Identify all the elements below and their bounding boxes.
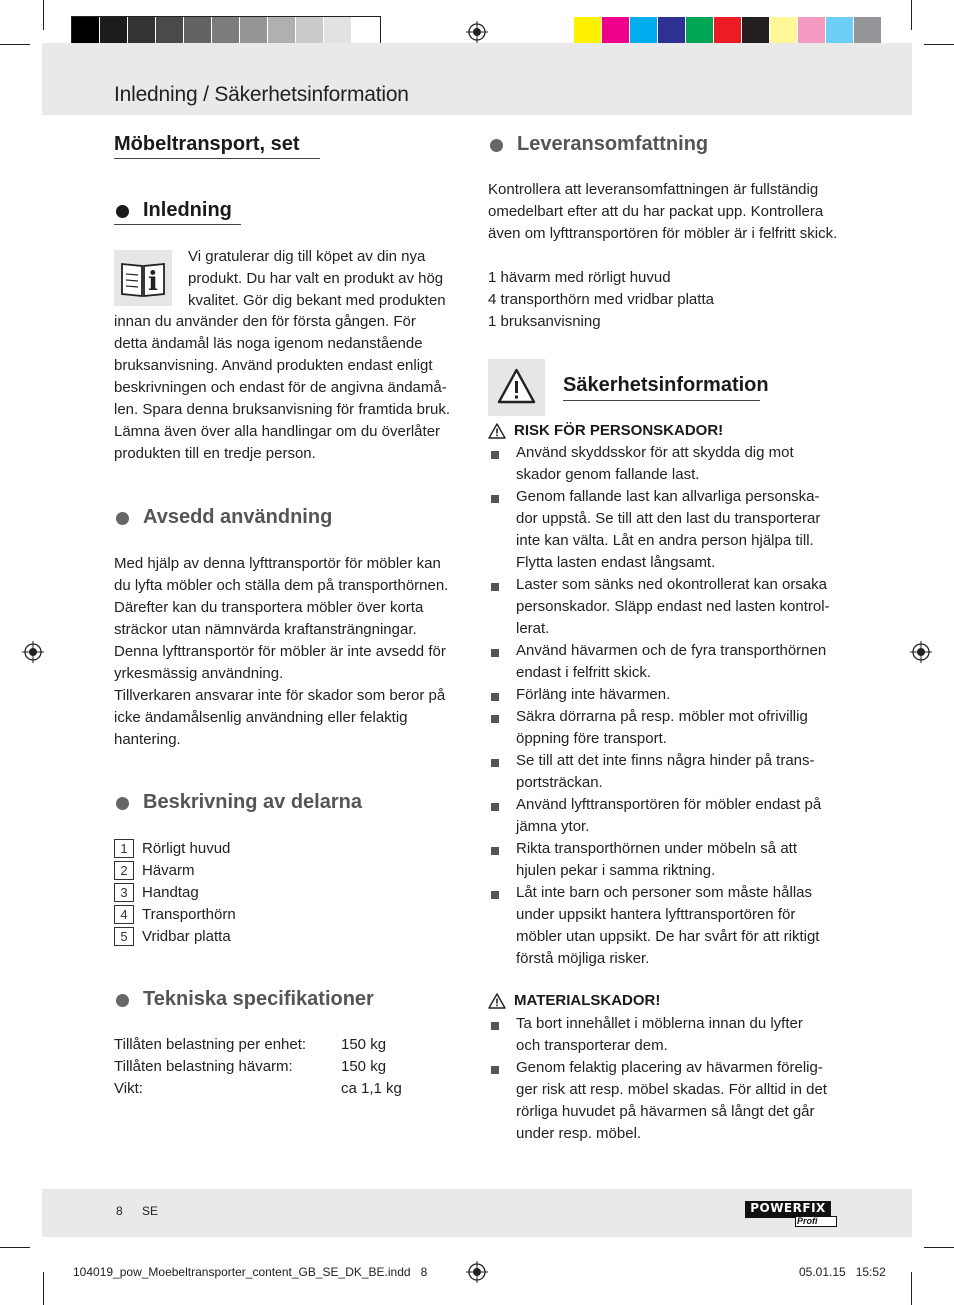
crop-mark xyxy=(911,1272,912,1305)
risk-item: Genom fallande last kan allvarliga personska- dor uppstå. Se till att den last du transporterar inte kan välta. Låt en andra person hjälpa till. Flytta lasten endast långsamt. xyxy=(516,488,821,571)
section-heading-safety: Säkerhetsinformation xyxy=(563,374,769,396)
warning-small-icon xyxy=(488,423,506,439)
list-bullet-icon xyxy=(491,693,499,701)
part-row xyxy=(114,881,199,903)
color-swatch xyxy=(268,17,296,46)
delivery-paragraph: Kontrollera att leveransomfattningen är fullständig omedelbart efter att du har packat upp. Kontrollera även om lyfttransportören för möbler är i felfritt skick. xyxy=(488,181,838,242)
spec-value: 150 kg xyxy=(341,1036,387,1053)
registration-mark-icon xyxy=(910,641,932,663)
risk-item: Se till att det inte finns några hinder på trans- portsträckan. xyxy=(516,752,815,791)
risk-item: Låt inte barn och personer som måste hållas under uppsikt hantera lyfttransportören för möbler utan uppsikt. De har svårt för att riktigt förstå möjliga risker. xyxy=(516,884,820,967)
language-code: SE xyxy=(142,1204,159,1218)
section-heading-parts: Beskrivning av delarna xyxy=(143,791,362,813)
list-bullet-icon xyxy=(491,1066,499,1074)
page-number: 8 xyxy=(116,1204,123,1218)
section-bullet-icon xyxy=(116,512,129,525)
color-swatch xyxy=(100,17,128,46)
list-bullet-icon xyxy=(491,1022,499,1030)
list-bullet-icon xyxy=(491,583,499,591)
color-swatch xyxy=(72,17,100,46)
color-swatch xyxy=(128,17,156,46)
part-label: Rörligt huvud xyxy=(142,839,231,857)
slug-filename: 104019_pow_Moebeltransporter_content_GB_SE_DK_BE.indd 8 xyxy=(73,1265,428,1279)
spec-label: Tillåten belastning hävarm: xyxy=(114,1058,293,1075)
color-swatch xyxy=(742,17,770,46)
list-bullet-icon xyxy=(491,847,499,855)
intended-use-paragraph: Med hjälp av denna lyfttransportör för möbler kan du lyfta möbler och ställa dem på transporthörnen. Därefter kan du transportera möbler över korta sträckor utan nämnvärda kraftansträngningar. Denna lyfttransportör för möbler är inte avsedd för yrkesmässig användning. Tillverkaren ansvarar inte för skador som beror på icke ändamålsenlig användning eller felaktig hantering. xyxy=(114,555,449,748)
risk-item: Säkra dörrarna på resp. möbler mot ofrivillig öppning före transport. xyxy=(516,708,808,747)
part-row xyxy=(114,925,231,947)
color-swatch xyxy=(602,17,630,46)
part-label: Transporthörn xyxy=(142,905,236,923)
crop-mark xyxy=(43,0,44,30)
logo-text: POWERFIX xyxy=(750,1201,826,1215)
color-swatch xyxy=(324,17,352,46)
part-number: 3 xyxy=(114,883,134,902)
color-swatch xyxy=(826,17,854,46)
risk-item: Förläng inte hävarmen. xyxy=(516,686,671,703)
color-swatch xyxy=(184,17,212,46)
color-swatch xyxy=(296,17,324,46)
color-swatch xyxy=(714,17,742,46)
color-swatch xyxy=(658,17,686,46)
material-item: Genom felaktig placering av hävarmen förelig- ger risk att resp. möbel skadas. För alltid in det rörliga huvudet på hävarmen så långt det går under resp. möbel. xyxy=(516,1059,827,1142)
crop-mark xyxy=(924,44,954,45)
heading-underline xyxy=(563,400,760,401)
list-bullet-icon xyxy=(491,759,499,767)
material-title xyxy=(488,992,660,1009)
color-swatch xyxy=(574,17,602,46)
crop-mark xyxy=(43,1272,44,1305)
page-header-title: Inledning / Säkerhetsinformation xyxy=(114,83,409,106)
color-swatch xyxy=(798,17,826,46)
part-label: Handtag xyxy=(142,883,199,901)
part-row xyxy=(114,837,230,859)
intro-paragraph: innan du använder den för första gången. För detta ändamål läs noga igenom nedanstående bruksanvisning. Använd produkten endast enligt beskrivningen och endast för de angivna ändamå- len. Spara denna bruksanvisning för framtida bruk. Lämna även över alla handlingar om du överlåter produkten till en tredje person. xyxy=(114,313,451,462)
crop-mark xyxy=(924,1247,954,1248)
intro-paragraph-wrapped: Vi gratulerar dig till köpet av din nya produkt. Du har valt en produkt av hög kvalitet. Gör dig bekant med produkten xyxy=(188,248,446,309)
part-number: 1 xyxy=(114,839,134,858)
logo-sub-text: Profi xyxy=(797,1216,818,1226)
section-heading-delivery: Leveransomfattning xyxy=(517,133,709,155)
info-book-icon xyxy=(114,250,172,306)
crop-mark xyxy=(911,0,912,30)
part-row xyxy=(114,903,236,925)
warning-small-icon xyxy=(488,993,506,1009)
svg-text:i: i xyxy=(148,267,158,297)
spec-label: Vikt: xyxy=(114,1080,143,1097)
risk-title xyxy=(488,422,723,439)
heading-underline xyxy=(114,224,241,225)
spec-value: 150 kg xyxy=(341,1058,387,1075)
color-swatch xyxy=(240,17,268,46)
registration-mark-icon xyxy=(466,1261,488,1283)
part-label: Hävarm xyxy=(142,861,195,879)
color-swatch xyxy=(854,17,882,46)
material-title-text: MATERIALSKADOR! xyxy=(514,992,661,1009)
section-heading-intended-use: Avsedd användning xyxy=(143,506,333,528)
section-heading-specs: Tekniska specifikationer xyxy=(143,988,374,1010)
material-item: Ta bort innehållet i möblerna innan du lyfter och transporterar dem. xyxy=(516,1015,803,1054)
delivery-item: 4 transporthörn med vridbar platta xyxy=(488,291,714,308)
section-bullet-icon xyxy=(116,797,129,810)
color-swatch xyxy=(770,17,798,46)
color-swatch xyxy=(156,17,184,46)
crop-mark xyxy=(0,44,30,45)
part-number: 5 xyxy=(114,927,134,946)
color-bar xyxy=(574,17,882,46)
list-bullet-icon xyxy=(491,495,499,503)
color-swatch xyxy=(686,17,714,46)
risk-item: Rikta transporthörnen under möbeln så att hjulen pekar i samma riktning. xyxy=(516,840,797,879)
warning-triangle-icon xyxy=(488,359,545,416)
delivery-item: 1 hävarm med rörligt huvud xyxy=(488,269,671,286)
part-number: 2 xyxy=(114,861,134,880)
section-bullet-icon xyxy=(116,205,129,218)
risk-title-text: RISK FÖR PERSONSKADOR! xyxy=(514,422,724,439)
risk-item: Använd hävarmen och de fyra transporthörnen endast i felfritt skick. xyxy=(516,642,827,681)
product-title: Möbeltransport, set xyxy=(114,133,300,155)
brand-logo xyxy=(745,1201,837,1227)
section-heading-intro: Inledning xyxy=(143,199,232,221)
grayscale-bar xyxy=(72,17,380,46)
part-label: Vridbar platta xyxy=(142,927,231,945)
slug-date: 05.01.15 15:52 xyxy=(799,1265,886,1279)
risk-item: Laster som sänks ned okontrollerat kan orsaka personskador. Släpp endast ned lasten kontrol- lerat. xyxy=(516,576,830,637)
registration-mark-icon xyxy=(466,21,488,43)
list-bullet-icon xyxy=(491,451,499,459)
color-swatch xyxy=(630,17,658,46)
crop-mark xyxy=(0,1247,30,1248)
color-swatch xyxy=(212,17,240,46)
section-bullet-icon xyxy=(116,994,129,1007)
part-row xyxy=(114,859,195,881)
color-swatch xyxy=(352,17,380,46)
list-bullet-icon xyxy=(491,803,499,811)
risk-item: Använd lyfttransportören för möbler endast på jämna ytor. xyxy=(516,796,822,835)
part-number: 4 xyxy=(114,905,134,924)
list-bullet-icon xyxy=(491,715,499,723)
spec-label: Tillåten belastning per enhet: xyxy=(114,1036,307,1053)
title-underline xyxy=(114,158,320,159)
risk-item: Använd skyddsskor för att skydda dig mot skador genom fallande last. xyxy=(516,444,794,483)
spec-value: ca 1,1 kg xyxy=(341,1080,402,1097)
delivery-item: 1 bruksanvisning xyxy=(488,313,601,330)
list-bullet-icon xyxy=(491,649,499,657)
section-bullet-icon xyxy=(490,139,503,152)
list-bullet-icon xyxy=(491,891,499,899)
registration-mark-icon xyxy=(22,641,44,663)
